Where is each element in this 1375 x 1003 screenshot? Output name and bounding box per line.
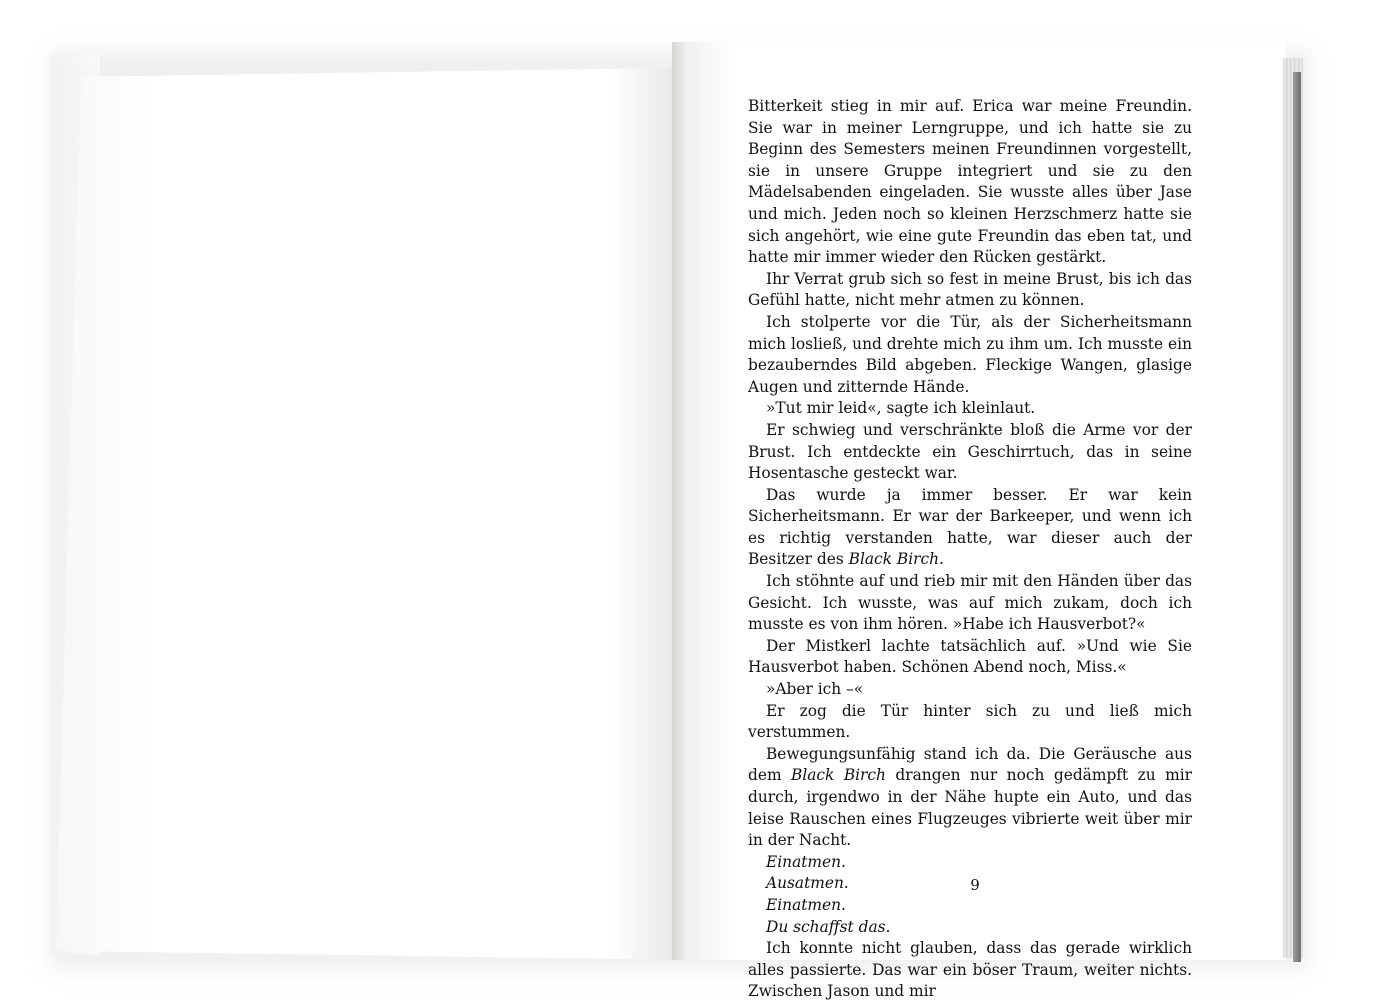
paragraph [748, 744, 1192, 852]
paragraph: Ich stöhnte auf und rieb mir mit den Händen über das Gesicht. Ich wusste, was auf mich zukam, doch ich musste es von ihm hören. »Habe ich Hausverbot?« [748, 572, 1192, 634]
paragraph: Er zog die Tür hinter sich zu und ließ mich verstummen. [748, 701, 1192, 742]
paragraph-text: Das wurde ja immer besser. Er war kein Sicherheitsmann. Er war der Barkeeper, und wenn ich es richtig verstanden hatte, war dieser auch der Besitzer des [748, 485, 1192, 569]
page-number: 9 [970, 876, 980, 894]
left-page-blank [56, 40, 686, 960]
italic-line: Ausatmen. [766, 874, 849, 893]
right-page-text [748, 96, 1192, 1003]
paragraph: Ihr Verrat grub sich so fest in meine Brust, bis ich das Gefühl hatte, nicht mehr atmen zu können. [748, 269, 1192, 310]
italic-line: Einatmen. [766, 852, 846, 871]
paragraph [748, 485, 1192, 571]
italic-title: Black Birch. [848, 550, 944, 569]
italic-line: Einatmen. [766, 895, 846, 914]
paragraph-text: drangen nur noch gedämpft zu mir durch, irgendwo in der Nähe hupte ein Auto, und das leise Rauschen eines Flugzeuges vibrierte weit über mir in der Nacht. [748, 766, 1192, 850]
paragraph: »Aber ich –« [766, 680, 864, 699]
paragraph: Bitterkeit stieg in mir auf. Erica war meine Freundin. Sie war in meiner Lerngruppe, und ich hatte sie zu Beginn des Semesters meinen Freundinnen vorgestellt, sie in unsere Gruppe integriert und sie zu den Mädelsabenden eingeladen. Sie wusste alles über Jase und mich. Jeden noch so kleinen Herzschmerz hatte sie sich angehört, wie eine gute Freundin das eben tat, und hatte mir immer wieder den Rücken gestärkt. [748, 97, 1192, 267]
paragraph: Der Mistkerl lachte tatsächlich auf. »Und wie Sie Hausverbot haben. Schönen Abend noch, Miss.« [748, 636, 1192, 677]
italic-line: Du schaffst das. [766, 917, 891, 936]
paragraph: Er schwieg und verschränkte bloß die Arme vor der Brust. Ich entdeckte ein Geschirrtuch, das in seine Hosentasche gesteckt war. [748, 420, 1192, 483]
paragraph: Ich konnte nicht glauben, dass das gerade wirklich alles passierte. Das war ein böser Traum, weiter nichts. Zwischen Jason und mir [748, 939, 1192, 1001]
paragraph: Ich stolperte vor die Tür, als der Sicherheitsmann mich losließ, und drehte mich zu ihm um. Ich musste ein bezauberndes Bild abgeben. Fleckige Wangen, glasige Augen und zitternde Hände. [748, 312, 1192, 396]
paragraph: »Tut mir leid«, sagte ich kleinlaut. [766, 399, 1036, 418]
italic-title: Black Birch [791, 766, 886, 785]
book-cover-edge [1293, 72, 1301, 962]
paragraph-text: Bewegungsunfähig stand ich da. Die Geräusche aus dem [748, 744, 1192, 785]
